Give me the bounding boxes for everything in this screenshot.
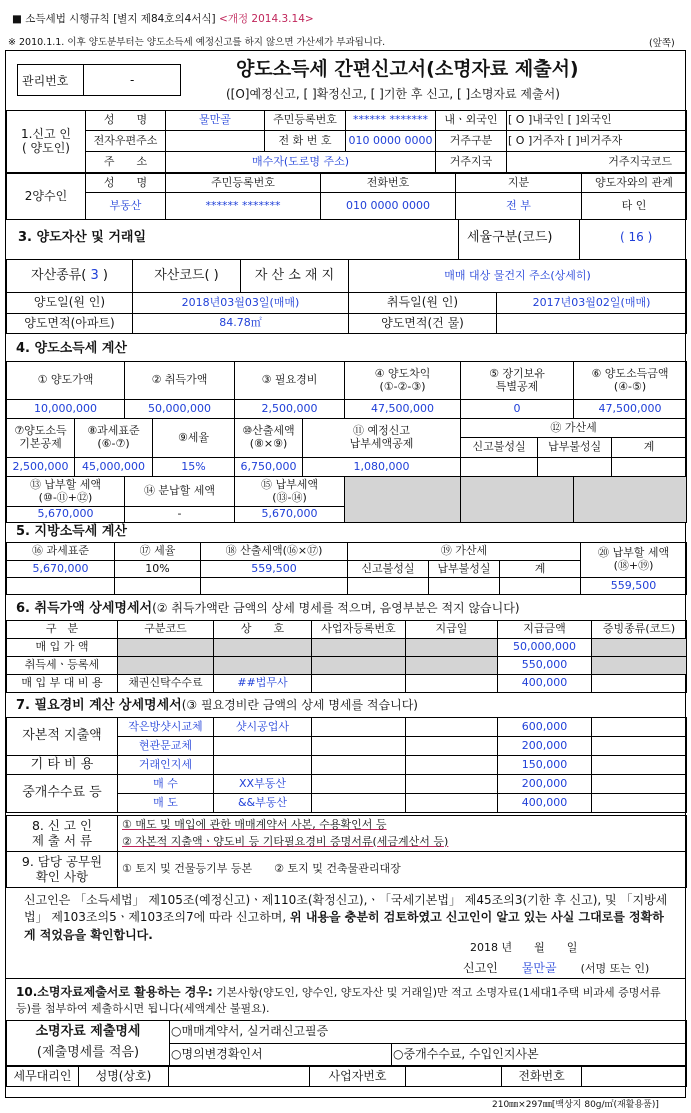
buy-date-label: 취득일(원 인) <box>349 293 497 314</box>
tax-rate-label: 세율구분(코드) <box>467 230 553 245</box>
doc-line-2: ② 자본적 지출액ㆍ양도비 등 기타필요경비 증명서류(세금계산서 등) <box>122 834 449 848</box>
agent-phone-label: 전화번호 <box>502 1067 582 1087</box>
residence-label: 거주구분 <box>436 131 507 152</box>
incidental-amount: 400,000 <box>498 675 592 693</box>
h-phone: 전화번호 <box>321 174 456 193</box>
basic-deduction: 2,500,000 <box>7 458 75 477</box>
h-c21: 구 분 <box>7 621 118 639</box>
h-c24: 사업자등록번호 <box>312 621 406 639</box>
transferee-table <box>6 173 687 220</box>
acquisition-tax-amount: 550,000 <box>498 657 592 675</box>
sell-date: 2018년03월03일(매매) <box>133 293 349 314</box>
email-label: 전자우편주소 <box>86 131 166 152</box>
incidental-firm: ##법무사 <box>214 675 312 693</box>
section-6-title: 6. 취득가액 상세명세서(② 취득가액란 금액의 상세 명세를 적으며, 음영부분은 적지 않습니다) <box>16 601 520 616</box>
h-c3: ③ 필요경비 <box>235 362 345 400</box>
report-type-options: ([O]예정신고, [ ]확정신고, [ ]기한 후 신고, [ ]소명자료 제출서) <box>226 87 560 101</box>
expense-amount: 400,000 <box>498 794 592 813</box>
section-5-title: 5. 지방소득세 계산 <box>16 524 127 539</box>
h-c25: 지급일 <box>406 621 498 639</box>
phone-label: 전 화 번 호 <box>265 131 346 152</box>
evidence-item-2: ○명의변경확인서 <box>170 1044 392 1066</box>
declarant-table <box>6 110 687 173</box>
signer-line: 신고인 물만골 (서명 또는 인) <box>463 961 650 975</box>
incidental-code: 채권신탁수수료 <box>118 675 214 693</box>
h-rrn: 주민등록번호 <box>166 174 321 193</box>
h-c23: 상 호 <box>214 621 312 639</box>
row-label: 취득세ㆍ등록세 <box>7 657 118 675</box>
row-label: 매 입 부 대 비 용 <box>7 675 118 693</box>
building-area-value <box>497 314 687 334</box>
area-label: 양도면적(아파트) <box>7 314 133 334</box>
local-tax-table <box>6 542 687 595</box>
tax-calc-table-2 <box>6 418 687 477</box>
h-relation: 양도자와의 관계 <box>582 174 687 193</box>
management-label: 관리번호 <box>22 74 69 88</box>
transferee-relation: 타 인 <box>582 193 687 220</box>
transferee-phone: 010 0000 0000 <box>321 193 456 220</box>
h-share: 지분 <box>456 174 582 193</box>
official-check-label: 9. 담당 공무원 확인 사항 <box>7 852 118 888</box>
asset-code: 자산코드( ) <box>133 260 241 293</box>
row-label: 매 입 가 액 <box>7 639 118 657</box>
asset-location: 매매 대상 물건지 주소(상세히) <box>349 260 687 293</box>
h-c20: ⑳ 납부할 세액 (⑱+⑲) <box>581 543 687 578</box>
country-label: 거주지국 <box>436 152 507 173</box>
section-7-title: 7. 필요경비 계산 상세명세서(③ 필요경비란 금액의 상세 명세를 적습니다) <box>16 698 418 713</box>
h-name: 성 명 <box>86 174 166 193</box>
h-c19b: 납부불성실 <box>429 561 500 578</box>
transfer-area: 84.78㎡ <box>133 314 349 334</box>
evidence-item-3: ○중개수수료, 수입인지사본 <box>392 1044 687 1066</box>
nationality-options: [ O ]내국인 [ ]외국인 <box>507 111 687 131</box>
h-c19: ⑲ 가산세 <box>348 543 581 561</box>
expense-code: 작은방샷시교체 <box>118 718 214 737</box>
installment-tax: - <box>125 507 235 523</box>
agent-biz-label: 사업자번호 <box>310 1067 406 1087</box>
evidence-sub: (제출명세를 적음) <box>36 1045 140 1060</box>
h-c8: ⑧과세표준 (⑥-⑦) <box>75 419 153 458</box>
transferee-name: 부동산 <box>86 193 166 220</box>
tax-calc-table <box>6 361 687 419</box>
declarant-rrn: ****** ******* <box>346 111 436 131</box>
local-tax-rate: 10% <box>115 561 201 578</box>
email-value <box>166 131 265 152</box>
h-c17: ⑰ 세율 <box>115 543 201 561</box>
country-code-label: 거주지국코드 <box>507 152 687 173</box>
regulation-line: ■ 소득세법 시행규칙 [별지 제84호의4서식] <개정 2014.3.14> <box>12 13 314 25</box>
h-c11: ⑪ 예정신고 납부세액공제 <box>303 419 461 458</box>
tax-base: 45,000,000 <box>75 458 153 477</box>
tax-payable-table <box>6 476 687 523</box>
section-4-title: 4. 양도소득세 계산 <box>16 341 127 356</box>
necessary-expenses: 2,500,000 <box>235 400 345 419</box>
h-c12c: 계 <box>612 438 687 458</box>
h-c7: ⑦양도소득 기본공제 <box>7 419 75 458</box>
doc-line-1: ① 매도 및 매입에 관한 매매계약서 사본, 수용확인서 등 <box>122 818 387 831</box>
calculated-tax: 6,750,000 <box>235 458 303 477</box>
expense-code: 현관문교체 <box>118 737 214 756</box>
name-label: 성 명 <box>86 111 166 131</box>
evidence-item-1: ○매매계약서, 실거래신고필증 <box>170 1021 687 1044</box>
h-c12a: 신고불성실 <box>461 438 538 458</box>
official-check-text: ① 토지 및 건물등기부 등본 ② 토지 및 건축물관리대장 <box>118 852 687 888</box>
h-c27: 증빙종류(코드) <box>592 621 687 639</box>
expense-firm: &&부동산 <box>214 794 312 813</box>
h-c10: ⑩산출세액 (⑧×⑨) <box>235 419 303 458</box>
agent-name-label: 성명(상호) <box>79 1067 169 1087</box>
declaration-date: 2018 년 월 일 <box>470 941 578 954</box>
expense-amount: 150,000 <box>498 756 592 775</box>
paper-spec: 210㎜×297㎜[백상지 80g/㎡(재활용품)] <box>492 1100 659 1110</box>
location-label: 자 산 소 재 지 <box>241 260 349 293</box>
building-area-label: 양도면적(건 물) <box>349 314 497 334</box>
h-c16: ⑯ 과세표준 <box>7 543 115 561</box>
long-term-deduction: 0 <box>461 400 574 419</box>
local-tax-payable: 559,500 <box>581 578 687 595</box>
prepay-deduction: 1,080,000 <box>303 458 461 477</box>
form-title: 양도소득세 간편신고서(소명자료 제출서) <box>236 58 579 80</box>
expense-firm: 샷시공업사 <box>214 718 312 737</box>
expense-code: 매 수 <box>118 775 214 794</box>
sheet-note: (앞쪽) <box>649 38 675 49</box>
address-label: 주 소 <box>86 152 166 173</box>
tax-due: 5,670,000 <box>235 507 345 523</box>
residence-options: [ O ]거주자 [ ]비거주자 <box>507 131 687 152</box>
purchase-amount: 50,000,000 <box>498 639 592 657</box>
nationality-label: 내ㆍ외국인 <box>436 111 507 131</box>
evidence-label: 소명자료 제출명세 <box>35 1024 141 1040</box>
local-tax-base: 5,670,000 <box>7 561 115 578</box>
asset-kind: 자산종류( 3 ) <box>7 260 133 293</box>
h-c6: ⑥ 양도소득금액 (④-⑤) <box>574 362 687 400</box>
transferee-rrn: ****** ******* <box>166 193 321 220</box>
h-c15: ⑮ 납부세액 (⑬-⑭) <box>235 477 345 507</box>
h-c26: 지급금액 <box>498 621 592 639</box>
agent-label: 세무대리인 <box>7 1067 79 1087</box>
management-value: - <box>130 73 135 87</box>
h-c12b: 납부불성실 <box>538 438 612 458</box>
agent-table <box>6 1066 687 1087</box>
transfer-gain: 47,500,000 <box>345 400 461 419</box>
penalty-report <box>461 458 538 477</box>
documents-label: 8. 신 고 인 제 출 서 류 <box>7 816 118 852</box>
h-c5: ⑤ 장기보유 특별공제 <box>461 362 574 400</box>
expense-firm: XX부동산 <box>214 775 312 794</box>
h-c18: ⑱ 산출세액(⑯×⑰) <box>201 543 348 561</box>
transferee-label: 2양수인 <box>7 174 86 220</box>
h-c4: ④ 양도차익 (①-②-③) <box>345 362 461 400</box>
expense-code: 거래인지세 <box>118 756 214 775</box>
sell-date-label: 양도일(원 인) <box>7 293 133 314</box>
rrn-label: 주민등록번호 <box>265 111 346 131</box>
expense-amount: 600,000 <box>498 718 592 737</box>
tax-rate-code: ( 16 ) <box>620 230 653 244</box>
declarant-name: 물만골 <box>166 111 265 131</box>
h-c9: ⑨세율 <box>153 419 235 458</box>
h-c13: ⑬ 납부할 세액 (⑩-⑪+⑫) <box>7 477 125 507</box>
h-c14: ⑭ 분납할 세액 <box>125 477 235 507</box>
h-c1: ① 양도가액 <box>7 362 125 400</box>
h-c2: ② 취득가액 <box>125 362 235 400</box>
buy-date: 2017년03월02일(매매) <box>497 293 687 314</box>
documents-table <box>6 815 687 888</box>
acquisition-price: 50,000,000 <box>125 400 235 419</box>
transfer-price: 10,000,000 <box>7 400 125 419</box>
declarant-label: 1.신고 인 ( 양도인) <box>7 111 86 173</box>
expense-amount: 200,000 <box>498 737 592 756</box>
tax-rate: 15% <box>153 458 235 477</box>
acquisition-detail-table <box>6 620 687 693</box>
section-3-title: 3. 양도자산 및 거래일 <box>18 230 147 245</box>
declarant-phone: 010 0000 0000 <box>346 131 436 152</box>
penalty-payment <box>538 458 612 477</box>
expense-detail-table <box>6 717 687 813</box>
declaration-text: 신고인은 「소득세법」 제105조(예정신고)ㆍ제110조(확정신고),ㆍ「국세기본법」 제45조의3(기한 후 신고), 및 「지방세법」 제103조의5ㆍ제103조의7에 따라 신고하며, 위 내용을 충분히 검토하였고 신고인이 알고 있는 사실 그대로를 정확하게 적었음을 확인합니다. <box>24 893 668 942</box>
other-expense-label: 기 타 비 용 <box>7 756 118 775</box>
section-10-text: 10.소명자료제출서로 활용하는 경우: 기본사항(양도인, 양수인, 양도자산 및 거래일)만 적고 소명자료(1세대1주택 비과세 증명서류 등)를 첨부하여 제출하시면 됩니다(세액계산 불필요). <box>16 985 661 1016</box>
capital-expense-label: 자본적 지출액 <box>7 718 118 756</box>
transfer-income: 47,500,000 <box>574 400 687 419</box>
evidence-table <box>6 1020 687 1066</box>
h-c19a: 신고불성실 <box>348 561 429 578</box>
penalty-total <box>612 458 687 477</box>
h-c22: 구분코드 <box>118 621 214 639</box>
transferee-share: 전 부 <box>456 193 582 220</box>
h-c12: ⑫ 가산세 <box>461 419 687 438</box>
asset-table <box>6 259 687 334</box>
expense-code: 매 도 <box>118 794 214 813</box>
notice-line: ※ 2010.1.1. 이후 양도분부터는 양도소득세 예정신고를 하지 않으면 가산세가 부과됩니다. <box>8 37 386 48</box>
brokerage-label: 중개수수료 등 <box>7 775 118 813</box>
declarant-address: 매수자(도로명 주소) <box>166 152 436 173</box>
tax-payable: 5,670,000 <box>7 507 125 523</box>
h-c19c: 계 <box>500 561 581 578</box>
local-calculated-tax: 559,500 <box>201 561 348 578</box>
expense-amount: 200,000 <box>498 775 592 794</box>
